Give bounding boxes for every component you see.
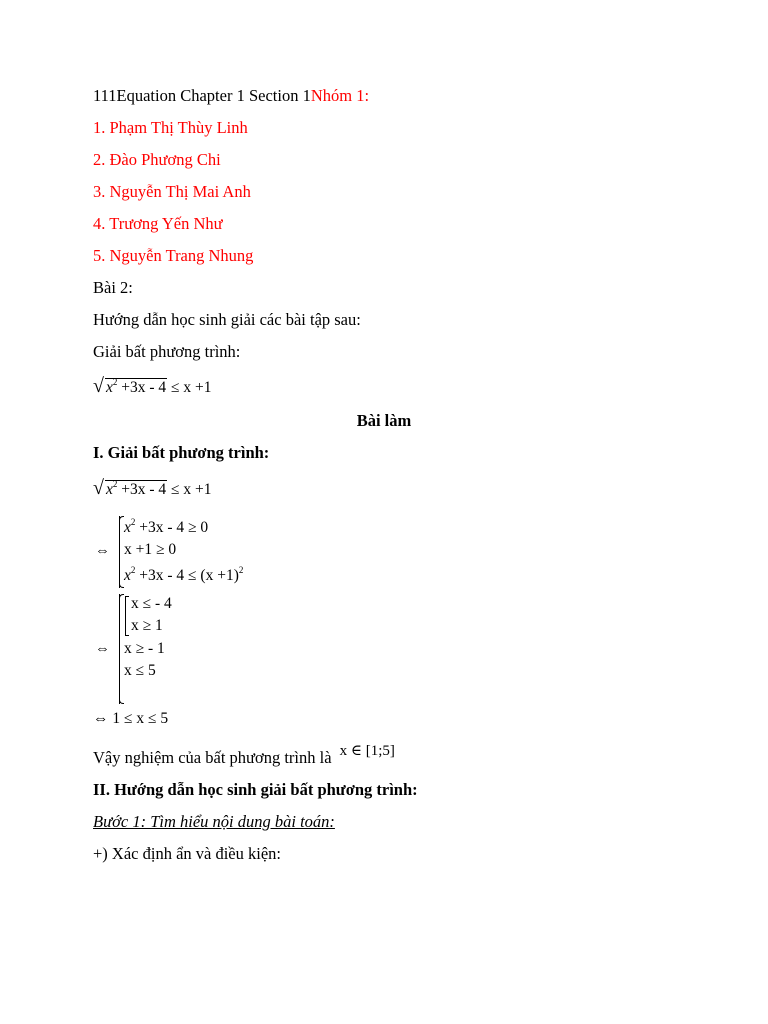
step-1-item: +) Xác định ẩn và điều kiện: <box>93 844 281 863</box>
equiv-symbol-3: ⇔ <box>93 710 109 727</box>
field-code-text: 111Equation Chapter 1 Section 1 <box>93 86 311 105</box>
conclusion-line <box>93 743 395 769</box>
system-2 <box>93 592 393 706</box>
sqrt-expression: √ $x^2 +3x - 4$ <box>93 375 167 397</box>
system-1-brace <box>119 516 120 588</box>
exercise-title: Bài 2: <box>93 278 133 297</box>
system-1-row-2: x +1 ≥ 0 <box>124 541 177 558</box>
system-2-row-3: x ≥ - 1 <box>124 640 165 657</box>
inequality-rhs-2: ≤ x +1 <box>171 481 212 498</box>
member-4: 4. Trương Yến Như <box>93 214 223 233</box>
system-1-row-1: $x^2 +3x - 4 \ge 0$ <box>124 517 209 536</box>
system-2-inner-bracket <box>125 596 126 636</box>
radicand-text: +3x - 4 <box>121 379 167 396</box>
member-1: 1. Phạm Thị Thùy Linh <box>93 118 248 137</box>
conclusion-text: Vậy nghiệm của bất phương trình là <box>93 748 332 767</box>
member-3: 3. Nguyễn Thị Mai Anh <box>93 182 251 201</box>
inequality-rhs: ≤ x +1 <box>171 379 212 396</box>
exercise-task: Giải bất phương trình: <box>93 342 241 361</box>
final-range: 1 ≤ x ≤ 5 <box>112 710 169 727</box>
step-1-heading: Bước 1: Tìm hiểu nội dung bài toán: <box>93 812 335 831</box>
member-2: 2. Đào Phương Chi <box>93 150 221 169</box>
equiv-symbol-1: ⇔ <box>95 543 110 559</box>
group-label: Nhóm 1: <box>310 86 370 105</box>
inequality-restated <box>93 477 212 500</box>
header-line <box>93 86 369 106</box>
solution-title: Bài làm <box>356 411 412 430</box>
system-2-inner-row-1: x ≤ - 4 <box>131 595 172 612</box>
system-2-brace <box>119 594 120 704</box>
section-1-heading: I. Giải bất phương trình: <box>93 443 270 462</box>
inequality-statement <box>93 375 212 398</box>
section-2-heading: II. Hướng dẫn học sinh giải bất phương trình: <box>93 780 418 799</box>
final-equivalence <box>93 709 168 729</box>
system-1-row-3: $x^2 +3x - 4 \le (x +1)^2$ <box>124 565 244 584</box>
radicand-text-2: +3x - 4 <box>121 481 167 498</box>
system-2-inner-row-2: x ≥ 1 <box>131 617 163 634</box>
system-2-row-4: x ≤ 5 <box>124 662 156 679</box>
member-5: 5. Nguyễn Trang Nhung <box>93 246 254 265</box>
sqrt-expression-2: √ $x^2 +3x - 4$ <box>93 477 167 499</box>
solution-set: x ∈ [1;5] <box>339 743 395 759</box>
equiv-symbol-2: ⇔ <box>95 641 110 657</box>
system-1 <box>93 514 393 590</box>
exercise-instruction: Hướng dẫn học sinh giải các bài tập sau: <box>93 310 361 329</box>
